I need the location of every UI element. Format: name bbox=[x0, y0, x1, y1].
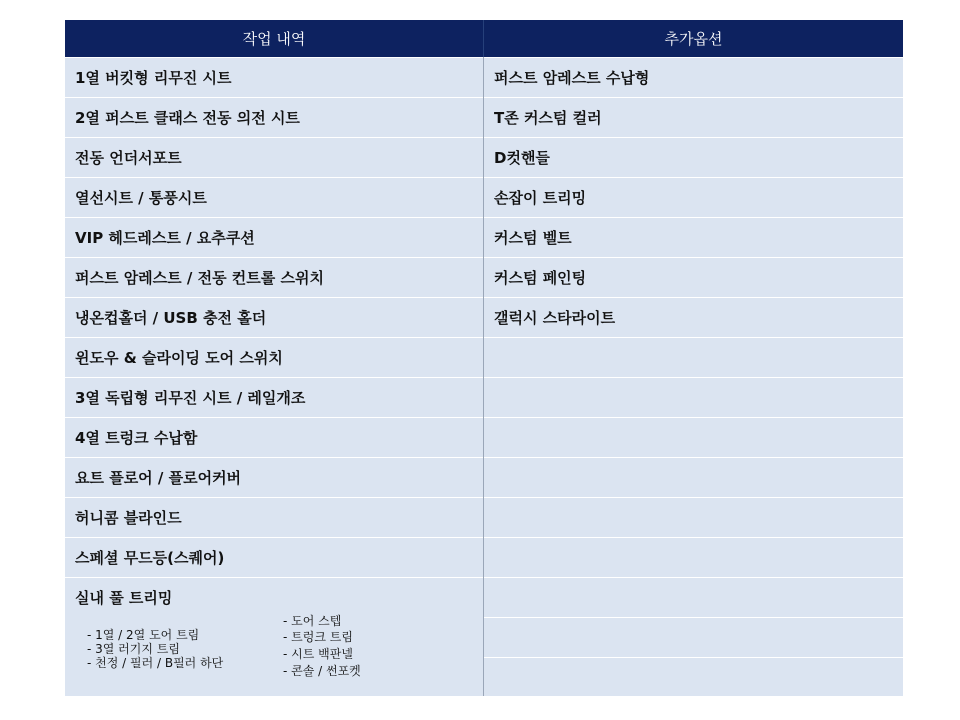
trim-item: - 콘솔 / 썬포켓 bbox=[283, 663, 361, 678]
option-row bbox=[484, 617, 903, 657]
extra-options-column bbox=[484, 57, 903, 696]
work-item-row: VIP 헤드레스트 / 요추쿠션 bbox=[65, 217, 483, 257]
option-row bbox=[484, 377, 903, 417]
option-row bbox=[484, 537, 903, 577]
option-row bbox=[484, 577, 903, 617]
trim-item: - 3열 러기지 트림 bbox=[87, 641, 180, 656]
option-row bbox=[484, 337, 903, 377]
trim-item: - 시트 백판넬 bbox=[283, 646, 353, 661]
work-items-column bbox=[65, 57, 484, 696]
option-row: 커스텀 페인팅 bbox=[484, 257, 903, 297]
work-item-row: 1열 버킷형 리무진 시트 bbox=[65, 57, 483, 97]
option-row: D컷핸들 bbox=[484, 137, 903, 177]
option-row bbox=[484, 657, 903, 696]
work-item-row: 스페셜 무드등(스퀘어) bbox=[65, 537, 483, 577]
option-row bbox=[484, 457, 903, 497]
option-row: 퍼스트 암레스트 수납형 bbox=[484, 57, 903, 97]
table-body bbox=[65, 57, 903, 696]
option-row bbox=[484, 417, 903, 457]
full-trimming-row bbox=[65, 577, 483, 696]
option-row: 갤럭시 스타라이트 bbox=[484, 297, 903, 337]
full-trimming-title: 실내 풀 트리밍 bbox=[75, 589, 173, 608]
work-item-row: 요트 플로어 / 플로어커버 bbox=[65, 457, 483, 497]
trim-item: - 트렁크 트림 bbox=[283, 629, 353, 644]
work-item-row: 냉온컵홀더 / USB 충전 홀더 bbox=[65, 297, 483, 337]
trim-item: - 천정 / 필러 / B필러 하단 bbox=[87, 655, 224, 670]
trim-item: - 도어 스텝 bbox=[283, 613, 342, 628]
full-trimming-sublist bbox=[65, 613, 483, 696]
work-item-row: 2열 퍼스트 클래스 전동 의전 시트 bbox=[65, 97, 483, 137]
header-extra-options: 추가옵션 bbox=[664, 30, 723, 48]
options-table bbox=[65, 20, 903, 696]
header-work-items: 작업 내역 bbox=[65, 20, 484, 57]
option-row bbox=[484, 497, 903, 537]
table-header bbox=[65, 20, 903, 57]
work-item-row: 퍼스트 암레스트 / 전동 컨트롤 스위치 bbox=[65, 257, 483, 297]
work-item-row: 윈도우 & 슬라이딩 도어 스위치 bbox=[65, 337, 483, 377]
work-item-row: 4열 트렁크 수납함 bbox=[65, 417, 483, 457]
work-item-row: 3열 독립형 리무진 시트 / 레일개조 bbox=[65, 377, 483, 417]
work-item-row: 허니콤 블라인드 bbox=[65, 497, 483, 537]
option-row: T존 커스텀 컬러 bbox=[484, 97, 903, 137]
work-item-row: 전동 언더서포트 bbox=[65, 137, 483, 177]
trim-item: - 1열 / 2열 도어 트림 bbox=[87, 627, 200, 642]
work-item-row: 열선시트 / 통풍시트 bbox=[65, 177, 483, 217]
option-row: 커스텀 벨트 bbox=[484, 217, 903, 257]
option-row: 손잡이 트리밍 bbox=[484, 177, 903, 217]
